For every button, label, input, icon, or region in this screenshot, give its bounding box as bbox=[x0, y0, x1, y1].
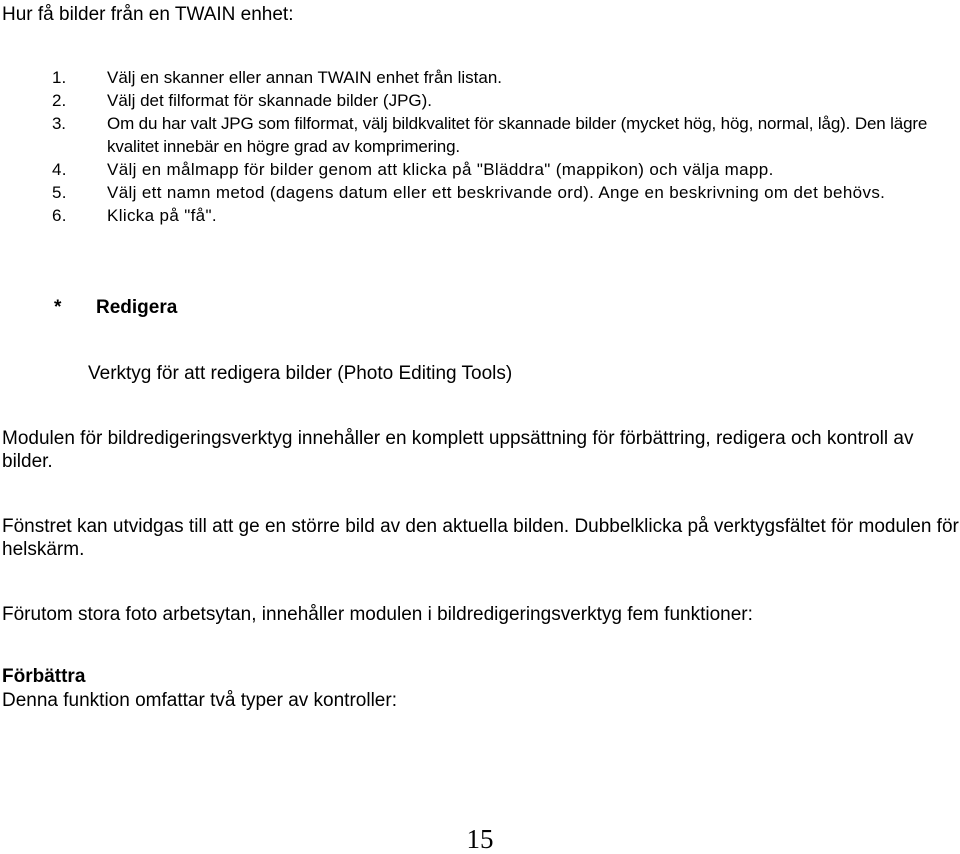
bullet-marker: * bbox=[54, 297, 62, 318]
step-text: Klicka på "få". bbox=[107, 206, 217, 225]
section-title: Redigera bbox=[96, 297, 178, 318]
paragraph: Fönstret kan utvidgas till att ge en större bild av den aktuella bilden. Dubbelklicka på verktygsfältet för modulen för helskärm. bbox=[2, 516, 959, 560]
intro-heading: Hur få bilder från en TWAIN enhet: bbox=[2, 4, 294, 25]
section-heading bbox=[54, 296, 177, 320]
tools-title: Verktyg för att redigera bilder (Photo Editing Tools) bbox=[88, 363, 513, 384]
list-item bbox=[0, 181, 957, 204]
step-text: Välj det filformat för skannade bilder (JPG). bbox=[107, 91, 433, 110]
step-text: Om du har valt JPG som filformat, välj bildkvalitet för skannade bilder (mycket hög, hög, normal, låg). Den lägre kvalitet innebär en högre grad av komprimering. bbox=[107, 114, 928, 156]
subsection-heading: Förbättra bbox=[2, 666, 86, 687]
steps-list bbox=[0, 66, 960, 227]
step-number: 1. bbox=[52, 68, 67, 87]
list-item bbox=[0, 204, 957, 227]
step-text: Välj ett namn metod (dagens datum eller ett beskrivande ord). Ange en beskrivning om det behövs. bbox=[107, 183, 886, 202]
step-number: 4. bbox=[52, 160, 67, 179]
page-number: 15 bbox=[466, 824, 494, 854]
step-text: Välj en målmapp för bilder genom att klicka på "Bläddra" (mappikon) och välja mapp. bbox=[107, 160, 774, 179]
list-item bbox=[0, 158, 957, 181]
subsection-text: Denna funktion omfattar två typer av kontroller: bbox=[2, 690, 397, 711]
step-text: Välj en skanner eller annan TWAIN enhet från listan. bbox=[107, 68, 502, 87]
paragraph: Modulen för bildredigeringsverktyg innehåller en komplett uppsättning för förbättring, redigera och kontroll av bilder. bbox=[2, 428, 914, 472]
list-item bbox=[0, 66, 957, 89]
step-number: 2. bbox=[52, 91, 67, 110]
step-number: 6. bbox=[52, 206, 67, 225]
step-number: 5. bbox=[52, 183, 67, 202]
paragraph: Förutom stora foto arbetsytan, innehåller modulen i bildredigeringsverktyg fem funktioner: bbox=[2, 604, 753, 625]
step-number: 3. bbox=[52, 114, 66, 133]
list-item bbox=[0, 112, 957, 158]
list-item bbox=[0, 89, 957, 112]
